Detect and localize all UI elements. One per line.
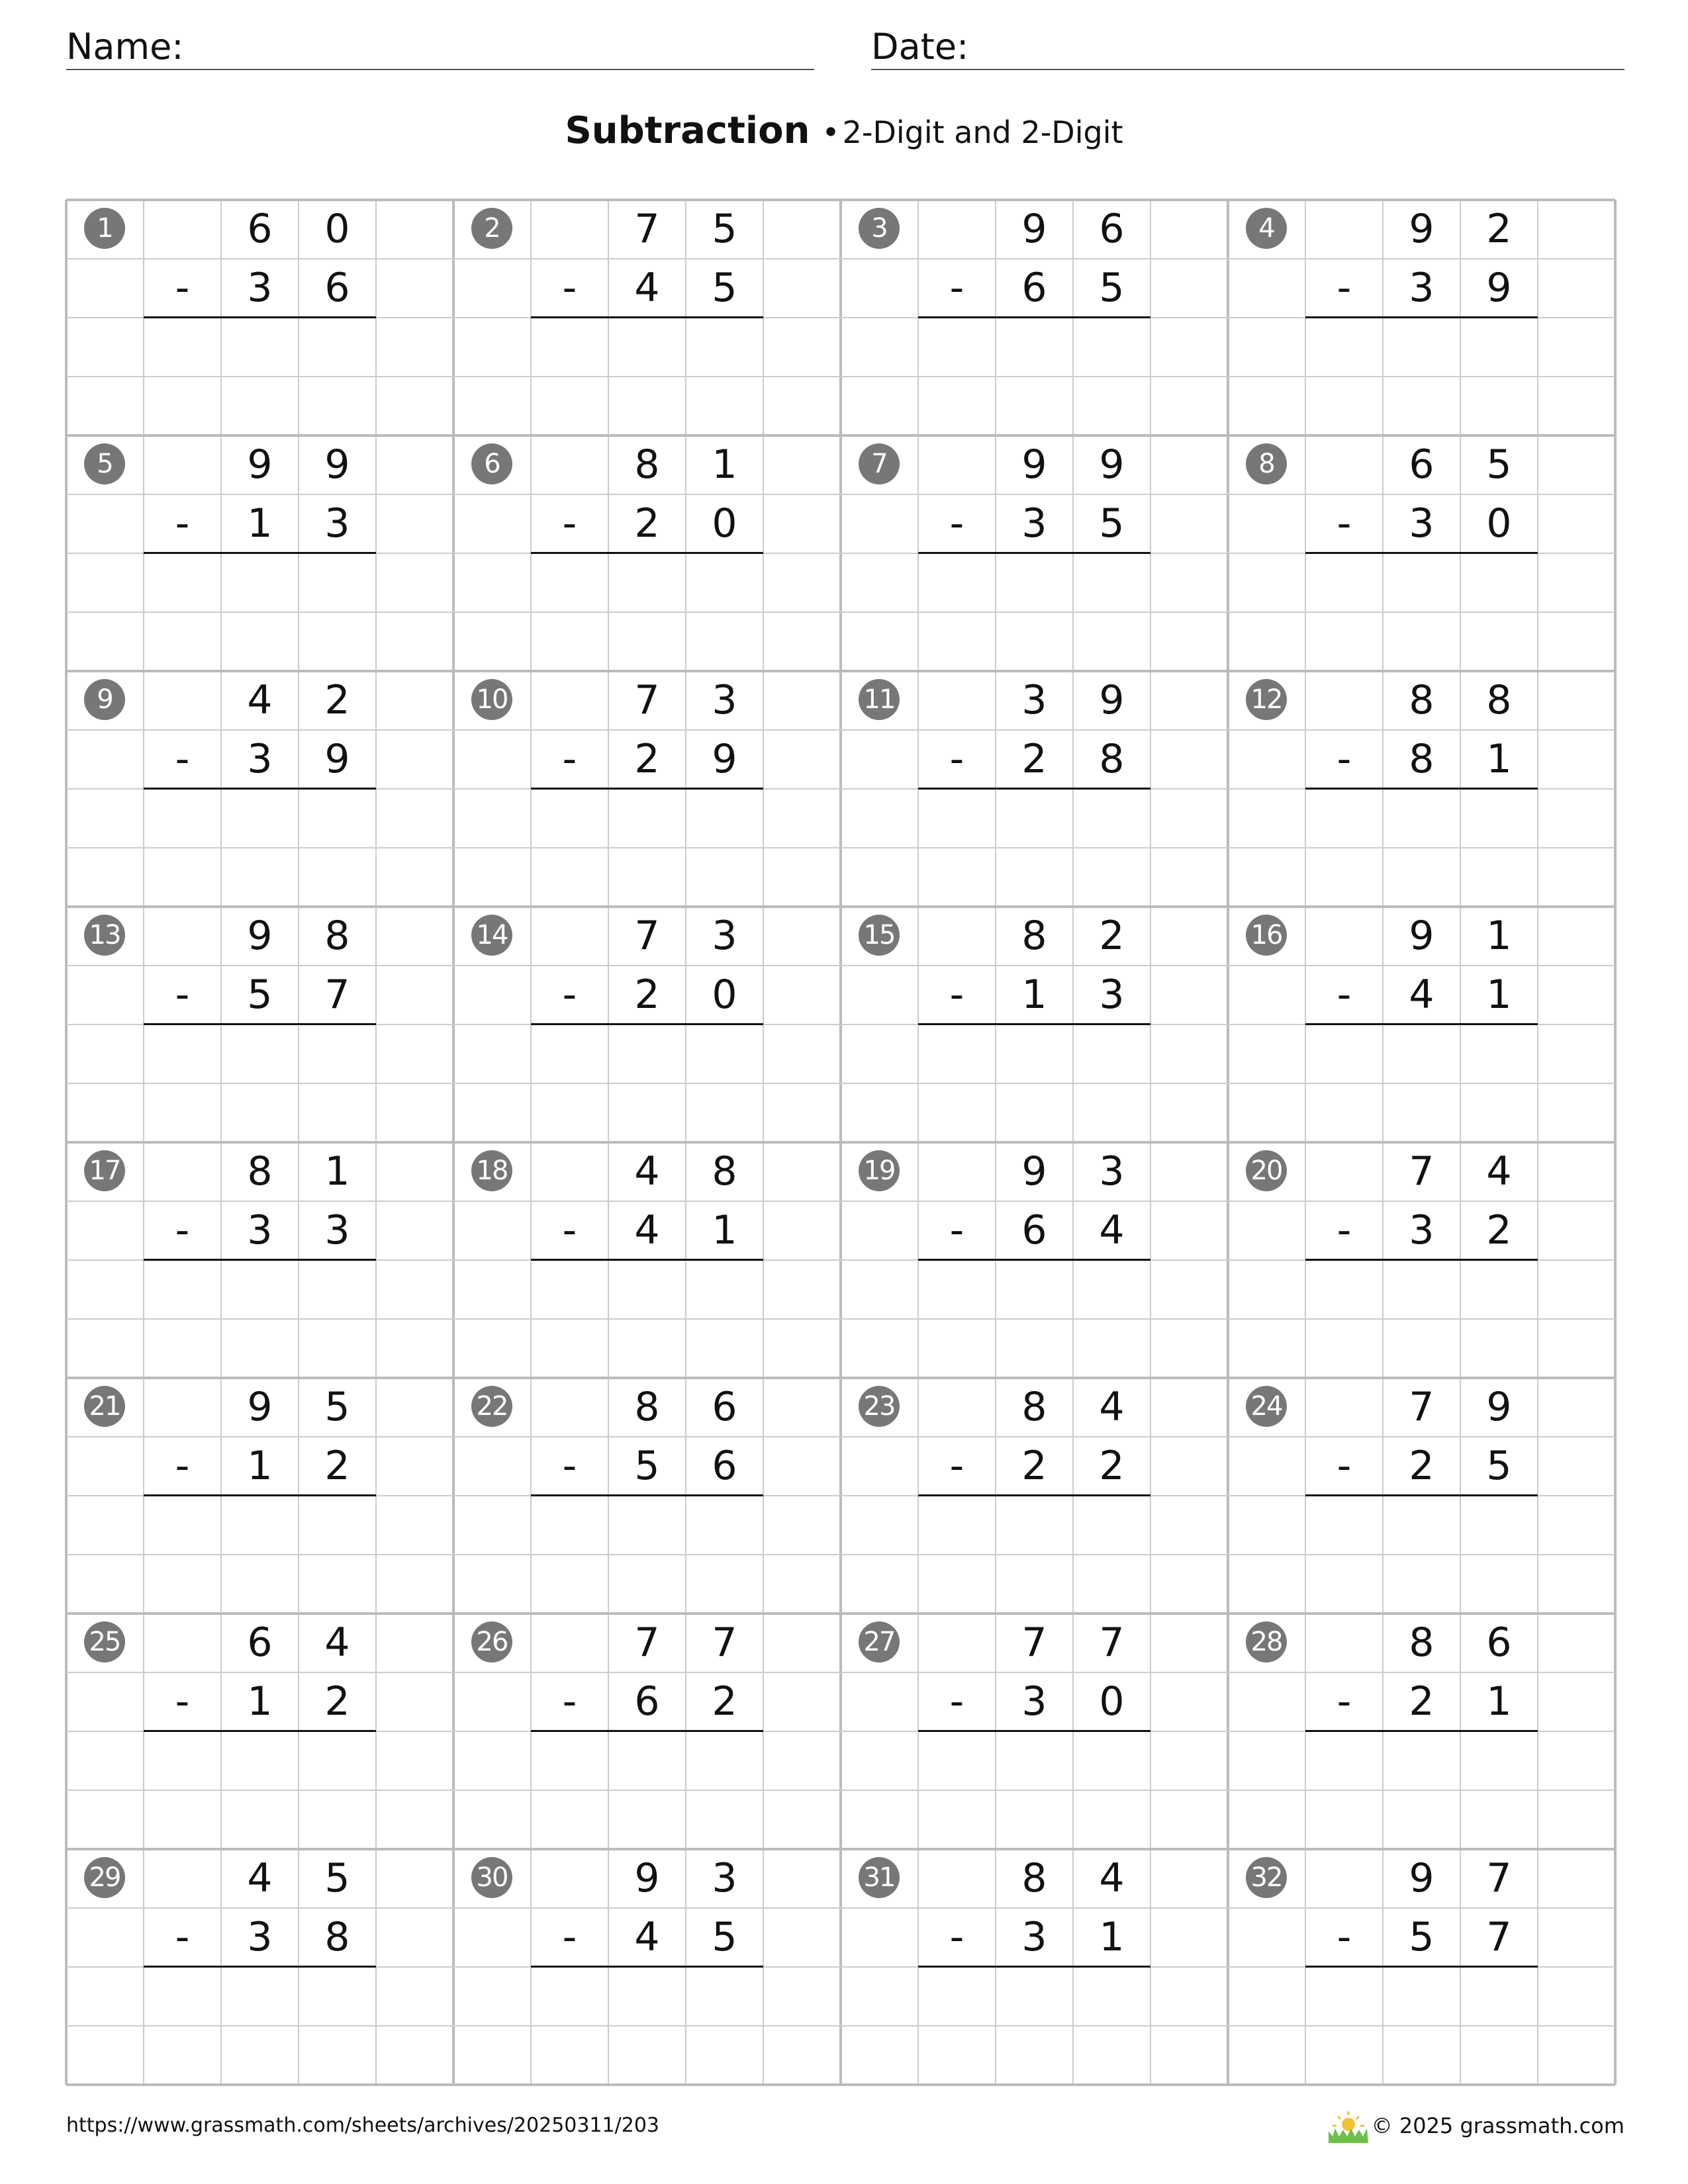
answer-line xyxy=(918,316,1150,318)
answer-line xyxy=(1305,1966,1538,1968)
answer-area[interactable] xyxy=(531,555,763,670)
answer-line xyxy=(918,552,1150,554)
subtrahend-ones-digit: 1 xyxy=(1486,1678,1512,1725)
subtrahend-ones-digit: 2 xyxy=(1486,1207,1512,1253)
answer-area[interactable] xyxy=(918,555,1150,670)
subtrahend-ones-digit: 5 xyxy=(712,265,737,311)
subtrahend-tens-digit: 3 xyxy=(1409,1207,1434,1253)
minuend-tens-digit: 9 xyxy=(1021,441,1047,488)
subtrahend-ones-digit: 2 xyxy=(1099,1443,1125,1489)
subtrahend-tens-digit: 2 xyxy=(1021,1443,1047,1489)
minuend-ones-digit: 8 xyxy=(1486,677,1512,723)
answer-area[interactable] xyxy=(144,790,376,905)
subtrahend-ones-digit: 2 xyxy=(324,1678,350,1725)
answer-line xyxy=(918,1494,1150,1496)
subtrahend-ones-digit: 7 xyxy=(1486,1914,1512,1960)
minuend-ones-digit: 3 xyxy=(712,1855,737,1901)
answer-line xyxy=(144,1730,376,1732)
minus-sign: - xyxy=(175,265,190,311)
answer-area[interactable] xyxy=(531,790,763,905)
subtrahend-ones-digit: 9 xyxy=(1486,265,1512,311)
minuend-ones-digit: 4 xyxy=(1099,1384,1125,1430)
subtrahend-tens-digit: 6 xyxy=(634,1678,660,1725)
subtrahend-tens-digit: 4 xyxy=(634,265,660,311)
problem-number-badge: 1 xyxy=(84,208,125,249)
minuend-ones-digit: 4 xyxy=(1099,1855,1125,1901)
minus-sign: - xyxy=(175,1443,190,1489)
answer-line xyxy=(918,1730,1150,1732)
subtrahend-tens-digit: 2 xyxy=(1409,1678,1434,1725)
subtrahend-tens-digit: 8 xyxy=(1409,736,1434,782)
answer-line xyxy=(144,788,376,790)
minuend-tens-digit: 4 xyxy=(247,677,273,723)
answer-area[interactable] xyxy=(144,319,376,434)
problem-number-badge: 27 xyxy=(859,1621,900,1662)
subtrahend-ones-digit: 1 xyxy=(1099,1914,1125,1960)
subtrahend-tens-digit: 4 xyxy=(1409,972,1434,1018)
answer-area[interactable] xyxy=(1305,1497,1538,1612)
answer-area[interactable] xyxy=(531,1733,763,1848)
subtrahend-tens-digit: 2 xyxy=(1409,1443,1434,1489)
minuend-tens-digit: 7 xyxy=(634,677,660,723)
minuend-tens-digit: 6 xyxy=(247,206,273,252)
minuend-ones-digit: 5 xyxy=(324,1855,350,1901)
answer-area[interactable] xyxy=(918,790,1150,905)
minuend-tens-digit: 3 xyxy=(1021,677,1047,723)
problem-number-badge: 16 xyxy=(1246,915,1287,956)
subtrahend-tens-digit: 3 xyxy=(1021,1914,1047,1960)
minuend-tens-digit: 9 xyxy=(1409,1855,1434,1901)
answer-area[interactable] xyxy=(531,1026,763,1141)
minuend-tens-digit: 9 xyxy=(1409,206,1434,252)
answer-line xyxy=(531,1494,763,1496)
minuend-ones-digit: 1 xyxy=(1486,913,1512,959)
minus-sign: - xyxy=(562,1207,577,1253)
problem-number-badge: 21 xyxy=(84,1386,125,1427)
problem-number-badge: 24 xyxy=(1246,1386,1287,1427)
subtrahend-tens-digit: 2 xyxy=(1021,736,1047,782)
subtrahend-tens-digit: 1 xyxy=(247,1443,273,1489)
answer-area[interactable] xyxy=(1305,1968,1538,2083)
minus-sign: - xyxy=(949,1914,964,1960)
minuend-ones-digit: 7 xyxy=(712,1619,737,1666)
minus-sign: - xyxy=(562,736,577,782)
subtrahend-ones-digit: 3 xyxy=(324,500,350,547)
subtrahend-ones-digit: 5 xyxy=(712,1914,737,1960)
subtrahend-tens-digit: 5 xyxy=(1409,1914,1434,1960)
answer-area[interactable] xyxy=(531,319,763,434)
answer-line xyxy=(531,552,763,554)
subtrahend-ones-digit: 6 xyxy=(324,265,350,311)
minuend-ones-digit: 2 xyxy=(1486,206,1512,252)
subtrahend-ones-digit: 2 xyxy=(324,1443,350,1489)
minuend-ones-digit: 4 xyxy=(1486,1148,1512,1195)
subtrahend-ones-digit: 2 xyxy=(712,1678,737,1725)
answer-area[interactable] xyxy=(918,1497,1150,1612)
answer-line xyxy=(1305,316,1538,318)
answer-line xyxy=(144,1259,376,1261)
subtrahend-tens-digit: 3 xyxy=(247,265,273,311)
subtrahend-ones-digit: 7 xyxy=(324,972,350,1018)
minuend-tens-digit: 8 xyxy=(247,1148,273,1195)
subtrahend-tens-digit: 6 xyxy=(1021,1207,1047,1253)
problem-number-badge: 6 xyxy=(471,443,512,484)
answer-area[interactable] xyxy=(144,1497,376,1612)
problem-number-badge: 20 xyxy=(1246,1150,1287,1191)
minuend-ones-digit: 5 xyxy=(324,1384,350,1430)
subtrahend-ones-digit: 1 xyxy=(1486,736,1512,782)
problem-number-badge: 5 xyxy=(84,443,125,484)
answer-line xyxy=(531,1730,763,1732)
subtrahend-ones-digit: 5 xyxy=(1099,265,1125,311)
minuend-tens-digit: 8 xyxy=(1409,677,1434,723)
minuend-tens-digit: 8 xyxy=(634,441,660,488)
answer-area[interactable] xyxy=(918,1968,1150,2083)
minus-sign: - xyxy=(1336,1678,1352,1725)
answer-line xyxy=(144,316,376,318)
subtrahend-ones-digit: 0 xyxy=(712,972,737,1018)
answer-area[interactable] xyxy=(1305,1733,1538,1848)
subtrahend-ones-digit: 0 xyxy=(712,500,737,547)
minuend-tens-digit: 9 xyxy=(1409,913,1434,959)
minuend-tens-digit: 9 xyxy=(247,913,273,959)
answer-line xyxy=(531,1023,763,1025)
answer-line xyxy=(144,1494,376,1496)
subtrahend-tens-digit: 3 xyxy=(247,1207,273,1253)
minus-sign: - xyxy=(562,1678,577,1725)
minuend-tens-digit: 9 xyxy=(1021,1148,1047,1195)
answer-area[interactable] xyxy=(144,555,376,670)
problem-number-badge: 31 xyxy=(859,1857,900,1898)
subtrahend-tens-digit: 4 xyxy=(634,1914,660,1960)
problem-number-badge: 14 xyxy=(471,915,512,956)
minus-sign: - xyxy=(562,1914,577,1960)
subtrahend-ones-digit: 0 xyxy=(1099,1678,1125,1725)
minuend-ones-digit: 7 xyxy=(1486,1855,1512,1901)
minuend-tens-digit: 8 xyxy=(1021,1384,1047,1430)
answer-area[interactable] xyxy=(918,1026,1150,1141)
minus-sign: - xyxy=(175,1678,190,1725)
subtrahend-ones-digit: 9 xyxy=(324,736,350,782)
subtrahend-ones-digit: 9 xyxy=(712,736,737,782)
footer-copyright: © 2025 grassmath.com xyxy=(1371,2113,1624,2138)
minus-sign: - xyxy=(1336,1914,1352,1960)
minuend-ones-digit: 6 xyxy=(1099,206,1125,252)
minus-sign: - xyxy=(949,265,964,311)
subtrahend-ones-digit: 8 xyxy=(324,1914,350,1960)
title-main: Subtraction xyxy=(565,109,810,152)
minuend-tens-digit: 9 xyxy=(1021,206,1047,252)
problem-number-badge: 28 xyxy=(1246,1621,1287,1662)
subtrahend-tens-digit: 2 xyxy=(634,972,660,1018)
problem-number-badge: 8 xyxy=(1246,443,1287,484)
minuend-ones-digit: 3 xyxy=(1099,1148,1125,1195)
minuend-tens-digit: 7 xyxy=(1409,1384,1434,1430)
problem-number-badge: 19 xyxy=(859,1150,900,1191)
minuend-tens-digit: 6 xyxy=(1409,441,1434,488)
subtrahend-tens-digit: 3 xyxy=(247,736,273,782)
minuend-tens-digit: 8 xyxy=(1409,1619,1434,1666)
minus-sign: - xyxy=(949,1678,964,1725)
problem-number-badge: 3 xyxy=(859,208,900,249)
minus-sign: - xyxy=(175,500,190,547)
subtrahend-ones-digit: 5 xyxy=(1486,1443,1512,1489)
subtrahend-ones-digit: 4 xyxy=(1099,1207,1125,1253)
subtrahend-ones-digit: 5 xyxy=(1099,500,1125,547)
answer-line xyxy=(1305,1494,1538,1496)
answer-area[interactable] xyxy=(1305,1026,1538,1141)
minuend-ones-digit: 3 xyxy=(712,677,737,723)
subtrahend-ones-digit: 3 xyxy=(324,1207,350,1253)
minus-sign: - xyxy=(1336,736,1352,782)
minuend-ones-digit: 6 xyxy=(712,1384,737,1430)
problem-number-badge: 15 xyxy=(859,915,900,956)
minuend-tens-digit: 7 xyxy=(1021,1619,1047,1666)
answer-line xyxy=(918,1966,1150,1968)
minuend-ones-digit: 6 xyxy=(1486,1619,1512,1666)
answer-area[interactable] xyxy=(1305,790,1538,905)
answer-line xyxy=(531,316,763,318)
minus-sign: - xyxy=(1336,1207,1352,1253)
minus-sign: - xyxy=(949,1207,964,1253)
minus-sign: - xyxy=(1336,972,1352,1018)
subtrahend-ones-digit: 8 xyxy=(1099,736,1125,782)
minuend-tens-digit: 8 xyxy=(1021,913,1047,959)
minuend-ones-digit: 8 xyxy=(712,1148,737,1195)
subtrahend-tens-digit: 5 xyxy=(634,1443,660,1489)
subtrahend-tens-digit: 4 xyxy=(634,1207,660,1253)
problem-number-badge: 32 xyxy=(1246,1857,1287,1898)
minus-sign: - xyxy=(949,972,964,1018)
answer-area[interactable] xyxy=(144,1261,376,1377)
subtrahend-tens-digit: 3 xyxy=(247,1914,273,1960)
minuend-tens-digit: 7 xyxy=(634,1619,660,1666)
answer-line xyxy=(144,1023,376,1025)
answer-area[interactable] xyxy=(144,1968,376,2083)
minuend-tens-digit: 9 xyxy=(247,441,273,488)
subtrahend-ones-digit: 1 xyxy=(712,1207,737,1253)
date-label: Date: xyxy=(871,26,969,68)
problem-number-badge: 4 xyxy=(1246,208,1287,249)
answer-line xyxy=(1305,788,1538,790)
minuend-tens-digit: 8 xyxy=(1021,1855,1047,1901)
minuend-ones-digit: 2 xyxy=(1099,913,1125,959)
subtrahend-tens-digit: 1 xyxy=(1021,972,1047,1018)
answer-line xyxy=(1305,1730,1538,1732)
subtrahend-ones-digit: 1 xyxy=(1486,972,1512,1018)
answer-line xyxy=(144,552,376,554)
subtrahend-tens-digit: 1 xyxy=(247,500,273,547)
answer-area[interactable] xyxy=(918,1733,1150,1848)
subtrahend-tens-digit: 3 xyxy=(1021,500,1047,547)
answer-area[interactable] xyxy=(1305,555,1538,670)
minus-sign: - xyxy=(175,736,190,782)
answer-line xyxy=(531,1966,763,1968)
subtrahend-tens-digit: 3 xyxy=(1409,265,1434,311)
answer-area[interactable] xyxy=(918,1261,1150,1377)
minus-sign: - xyxy=(175,972,190,1018)
answer-line xyxy=(144,1966,376,1968)
problem-number-badge: 29 xyxy=(84,1857,125,1898)
minus-sign: - xyxy=(1336,265,1352,311)
title-bullet: • xyxy=(821,114,840,150)
minuend-ones-digit: 5 xyxy=(1486,441,1512,488)
subtrahend-ones-digit: 6 xyxy=(712,1443,737,1489)
footer-url[interactable]: https://www.grassmath.com/sheets/archives/20250311/203 xyxy=(66,2114,660,2137)
subtrahend-tens-digit: 2 xyxy=(634,500,660,547)
minuend-tens-digit: 8 xyxy=(634,1384,660,1430)
minuend-tens-digit: 7 xyxy=(1409,1148,1434,1195)
minus-sign: - xyxy=(949,500,964,547)
minuend-ones-digit: 4 xyxy=(324,1619,350,1666)
answer-line xyxy=(531,1259,763,1261)
minus-sign: - xyxy=(1336,1443,1352,1489)
answer-area[interactable] xyxy=(531,1497,763,1612)
minuend-ones-digit: 1 xyxy=(712,441,737,488)
minuend-ones-digit: 5 xyxy=(712,206,737,252)
answer-area[interactable] xyxy=(918,319,1150,434)
minuend-tens-digit: 6 xyxy=(247,1619,273,1666)
minus-sign: - xyxy=(562,972,577,1018)
problem-number-badge: 17 xyxy=(84,1150,125,1191)
answer-line xyxy=(1305,1023,1538,1025)
problem-number-badge: 2 xyxy=(471,208,512,249)
problem-number-badge: 12 xyxy=(1246,679,1287,720)
subtrahend-tens-digit: 1 xyxy=(247,1678,273,1725)
subtrahend-tens-digit: 6 xyxy=(1021,265,1047,311)
answer-area[interactable] xyxy=(531,1261,763,1377)
grass-sun-logo-icon xyxy=(1326,2109,1371,2143)
minuend-tens-digit: 4 xyxy=(634,1148,660,1195)
problem-number-badge: 10 xyxy=(471,679,512,720)
minuend-ones-digit: 0 xyxy=(324,206,350,252)
minus-sign: - xyxy=(175,1207,190,1253)
answer-area[interactable] xyxy=(1305,1261,1538,1377)
problem-number-badge: 22 xyxy=(471,1386,512,1427)
minuend-ones-digit: 3 xyxy=(712,913,737,959)
minuend-ones-digit: 1 xyxy=(324,1148,350,1195)
answer-line xyxy=(918,1023,1150,1025)
subtrahend-tens-digit: 5 xyxy=(247,972,273,1018)
problem-number-badge: 30 xyxy=(471,1857,512,1898)
answer-area[interactable] xyxy=(531,1968,763,2083)
minuend-tens-digit: 7 xyxy=(634,206,660,252)
minus-sign: - xyxy=(175,1914,190,1960)
minuend-tens-digit: 9 xyxy=(247,1384,273,1430)
problem-number-badge: 9 xyxy=(84,679,125,720)
problem-number-badge: 18 xyxy=(471,1150,512,1191)
minuend-ones-digit: 2 xyxy=(324,677,350,723)
minuend-tens-digit: 4 xyxy=(247,1855,273,1901)
answer-area[interactable] xyxy=(144,1026,376,1141)
name-label: Name: xyxy=(66,26,184,68)
answer-line xyxy=(918,1259,1150,1261)
minus-sign: - xyxy=(949,736,964,782)
subtrahend-ones-digit: 0 xyxy=(1486,500,1512,547)
answer-line xyxy=(918,788,1150,790)
minuend-ones-digit: 9 xyxy=(1099,677,1125,723)
minuend-ones-digit: 9 xyxy=(324,441,350,488)
problem-number-badge: 7 xyxy=(859,443,900,484)
answer-line xyxy=(1305,1259,1538,1261)
problem-number-badge: 25 xyxy=(84,1621,125,1662)
minuend-tens-digit: 7 xyxy=(634,913,660,959)
answer-area[interactable] xyxy=(1305,319,1538,434)
problem-number-badge: 23 xyxy=(859,1386,900,1427)
minuend-ones-digit: 7 xyxy=(1099,1619,1125,1666)
minuend-ones-digit: 9 xyxy=(1486,1384,1512,1430)
answer-line xyxy=(1305,552,1538,554)
subtrahend-tens-digit: 3 xyxy=(1021,1678,1047,1725)
minuend-ones-digit: 9 xyxy=(1099,441,1125,488)
minus-sign: - xyxy=(1336,500,1352,547)
minus-sign: - xyxy=(562,1443,577,1489)
subtrahend-tens-digit: 2 xyxy=(634,736,660,782)
subtrahend-tens-digit: 3 xyxy=(1409,500,1434,547)
minuend-tens-digit: 9 xyxy=(634,1855,660,1901)
answer-area[interactable] xyxy=(144,1733,376,1848)
minus-sign: - xyxy=(949,1443,964,1489)
minuend-ones-digit: 8 xyxy=(324,913,350,959)
title-subtitle: 2-Digit and 2-Digit xyxy=(842,114,1123,150)
minus-sign: - xyxy=(562,500,577,547)
problem-number-badge: 13 xyxy=(84,915,125,956)
subtrahend-ones-digit: 3 xyxy=(1099,972,1125,1018)
problem-number-badge: 11 xyxy=(859,679,900,720)
answer-line xyxy=(531,788,763,790)
minus-sign: - xyxy=(562,265,577,311)
problem-number-badge: 26 xyxy=(471,1621,512,1662)
